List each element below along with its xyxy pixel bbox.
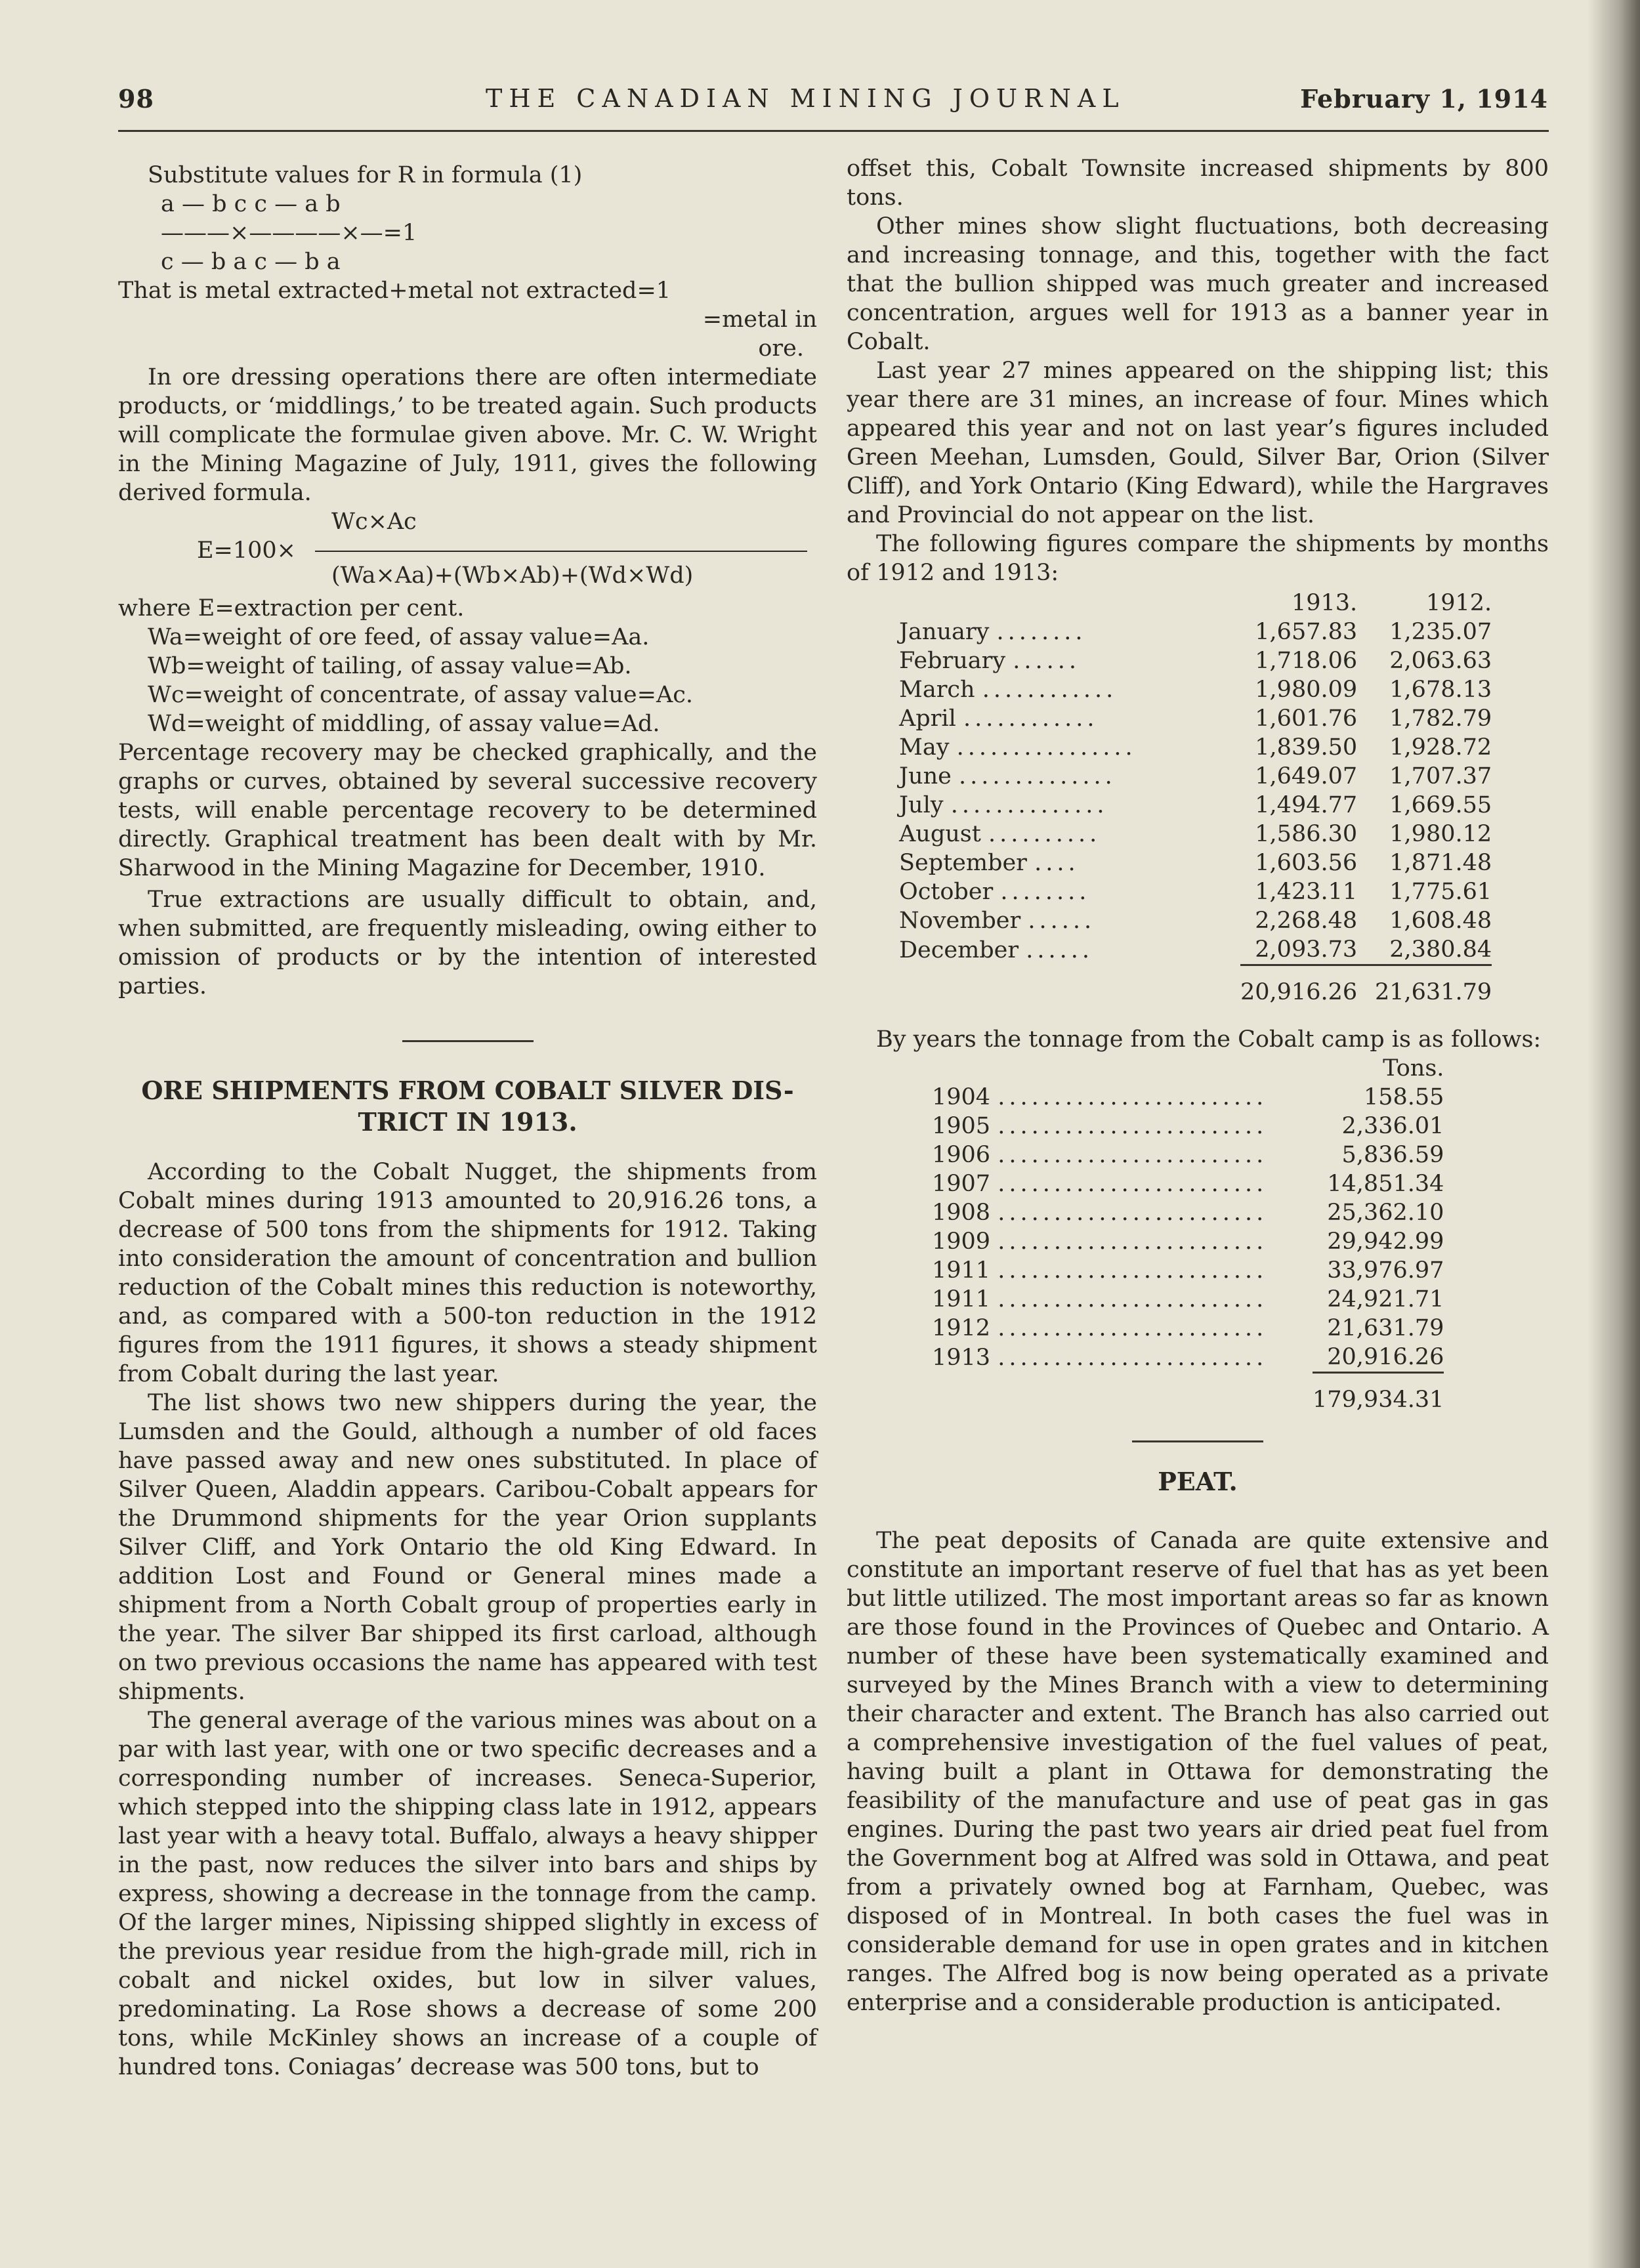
year-label: 1905 ........................ [932, 1113, 1268, 1139]
year-label: 1912 ........................ [932, 1315, 1268, 1341]
ore-paragraph: The list shows two new shippers during the year, the Lumsden and the Gould, although a number of old faces have passed away and new ones substituted. In place of Silver Queen, Aladdin appears. Caribou-Cobalt appears for the Drummond shipments for the year Orion supplants Silver Cliff, and York Ontario the old King Edward. In addition Lost and Found or General mines made a shipment from a North Cobalt group of properties early in the year. The silver Bar shipped its first carload, although on two previous occasions the name has appeared with test shipments. [118, 1390, 817, 1705]
ore-paragraph: Other mines show slight fluctuations, both decreasing and increasing tonnage, and this, together with the fact that the bullion shipped was much greater and increased concentration, argues well for 1913 as a banner year in Cobalt. [847, 213, 1549, 355]
table-row [899, 877, 1492, 906]
value-1913: 1,839.50 [1255, 734, 1358, 761]
where-line: Wa=weight of ore feed, of assay value=Aa. [148, 624, 650, 650]
tons-value: 158.55 [1363, 1084, 1444, 1110]
ore-paragraph: According to the Cobalt Nugget, the shipments from Cobalt mines during 1913 amounted to 20,916.26 tons, a decrease of 500 tons from the shipments for 1912. Taking into consideration the amount of concentration and bullion reduction of the Cobalt mines this reduction is noteworthy, and, as compared with a 500-ton reduction in the 1912 figures from the 1911 figures, it shows a steady shipment from Cobalt during the last year. [118, 1159, 817, 1387]
peat-heading: PEAT. [1158, 1467, 1238, 1496]
table-row [932, 1198, 1444, 1227]
formula-intro: Substitute values for R in formula (1) [148, 162, 583, 188]
value-1912: 1,775.61 [1389, 879, 1492, 905]
value-1912: 2,063.63 [1389, 648, 1492, 674]
ore-paragraph: Last year 27 mines appeared on the shipping list; this year there are 31 mines, an increase of four. Mines which appeared this year and not on last year’s figures included Green Meehan, Lumsden, Gould, Silver Bar, Orion (Silver Cliff), and York Ontario (King Edward), while the Hargraves and Provincial do not appear on the list. [847, 358, 1549, 528]
page-number: 98 [118, 84, 154, 114]
tons-value: 2,336.01 [1341, 1113, 1444, 1139]
right-column [847, 154, 1549, 2017]
yearly-tonnage-table [932, 1054, 1444, 1414]
value-1913: 1,423.11 [1255, 879, 1358, 905]
scan-shadow [1587, 0, 1640, 2268]
year-label: 1904 ........................ [932, 1084, 1268, 1110]
table-row [932, 1314, 1444, 1343]
month-label: May ................ [899, 734, 1137, 761]
value-1912: 1,678.13 [1389, 677, 1492, 703]
table-row [899, 762, 1492, 791]
value-1913: 1,980.09 [1255, 677, 1358, 703]
table-row [899, 618, 1492, 646]
formula-denominators: c — b a c — b a [161, 249, 341, 275]
derived-fraction-bar [315, 551, 807, 552]
month-label: November ...... [899, 908, 1096, 934]
ore-paragraph: The general average of the various mines was about on a par with last year, with one or two specific decreases and a corresponding number of increases. Seneca-Superior, which stepped into the shipping class late in 1912, appears last year with a heavy total. Buffalo, always a heavy shipper in the past, now reduces the silver into bars and ships by express, showing a decrease in the tonnage from the camp. Of the larger mines, Nipissing shipped slightly in excess of the previous year residue from the high-grade mill, rich in cobalt and nickel oxides, but low in silver values, predominating. La Rose shows a decrease of some 200 tons, while McKinley shows an increase of a couple of hundred tons. Coniagas’ decrease was 500 tons, but to [118, 1708, 817, 2080]
value-1913: 1,603.56 [1255, 850, 1358, 876]
table-header-row [899, 589, 1492, 618]
value-1912: 1,235.07 [1389, 619, 1492, 645]
tons-value: 14,851.34 [1327, 1171, 1444, 1197]
year-label: 1911 ........................ [932, 1257, 1268, 1284]
table-row [932, 1256, 1444, 1285]
table-row [932, 1343, 1444, 1373]
month-label: February ...... [899, 648, 1081, 674]
value-1912: 1,707.37 [1389, 763, 1492, 789]
year-label: 1913 ........................ [932, 1344, 1268, 1371]
year-label: 1907 ........................ [932, 1171, 1268, 1197]
tons-value: 5,836.59 [1341, 1142, 1444, 1168]
value-1912: 1,980.12 [1389, 821, 1492, 847]
table-row [899, 849, 1492, 877]
value-1913: 2,093.73 [1255, 936, 1358, 963]
value-1912: 1,608.48 [1389, 908, 1492, 934]
table-row [899, 733, 1492, 762]
table-row [899, 906, 1492, 935]
yearly-total: 179,934.31 [1313, 1373, 1444, 1415]
table-row [899, 820, 1492, 849]
value-1912: 2,380.84 [1389, 936, 1492, 963]
table-total-row [932, 1373, 1444, 1415]
tons-value: 24,921.71 [1327, 1286, 1444, 1312]
month-label: October ........ [899, 879, 1091, 905]
table-row [932, 1112, 1444, 1141]
table-row [899, 935, 1492, 965]
table-row [932, 1169, 1444, 1198]
tons-value: 20,916.26 [1327, 1344, 1444, 1370]
formula-fraction-bars: ———×————×—=1 [161, 220, 417, 246]
header-rule [118, 130, 1549, 132]
tons-value: 29,942.99 [1327, 1228, 1444, 1255]
metal-equation: That is metal extracted+metal not extracted=1 [118, 278, 671, 304]
formula-numerators: a — b c c — a b [161, 191, 341, 217]
graphical-paragraph: Percentage recovery may be checked graphically, and the graphs or curves, obtained by several successive recovery tests, will enable percentage recovery to be determined directly. Graphical treatment has been dealt with by Mr. Sharwood in the Mining Magazine for December, 1910. [118, 740, 817, 881]
table-row [932, 1141, 1444, 1169]
section-divider [1132, 1440, 1263, 1442]
value-1912: 1,871.48 [1389, 850, 1492, 876]
month-label: June .............. [899, 763, 1116, 789]
table-row [932, 1083, 1444, 1112]
value-1913: 1,601.76 [1255, 705, 1358, 732]
table-row [932, 1227, 1444, 1256]
tons-value: 21,631.79 [1327, 1315, 1444, 1341]
month-label: September .... [899, 850, 1080, 876]
value-1913: 1,657.83 [1255, 619, 1358, 645]
left-column [118, 161, 817, 2082]
by-years-intro: By years the tonnage from the Cobalt camp is as follows: [876, 1026, 1542, 1053]
where-line: Wd=weight of middling, of assay value=Ad. [148, 711, 660, 737]
journal-title: THE CANADIAN MINING JOURNAL [486, 84, 1125, 113]
tons-value: 33,976.97 [1327, 1257, 1444, 1284]
value-1912: 1,669.55 [1389, 792, 1492, 818]
ore-continued-paragraph: offset this, Cobalt Townsite increased shipments by 800 tons. [847, 156, 1549, 211]
month-label: August .......... [899, 821, 1101, 847]
month-label: January ........ [899, 619, 1087, 645]
value-1913: 1,586.30 [1255, 821, 1358, 847]
ore-heading-line1: ORE SHIPMENTS FROM COBALT SILVER DIS- [141, 1076, 794, 1105]
tons-value: 25,362.10 [1327, 1200, 1444, 1226]
value-1913: 1,718.06 [1255, 648, 1358, 674]
ore-article-heading [118, 1075, 817, 1138]
derived-lhs: E=100× [197, 537, 297, 564]
derived-denominator: (Wa×Aa)+(Wb×Ab)+(Wd×Wd) [331, 562, 694, 589]
value-1913: 2,268.48 [1255, 908, 1358, 934]
derived-numerator: Wc×Ac [331, 509, 417, 535]
value-1913: 1,494.77 [1255, 792, 1358, 818]
year-label: 1911 ........................ [932, 1286, 1268, 1312]
table-row [899, 791, 1492, 820]
month-label: April ............ [899, 705, 1099, 732]
year-label: 1909 ........................ [932, 1228, 1268, 1255]
month-label: December ...... [899, 936, 1094, 963]
total-1913: 20,916.26 [1240, 965, 1357, 1007]
table-row [899, 704, 1492, 733]
where-line: Wb=weight of tailing, of assay value=Ab. [148, 653, 632, 679]
col-header-1912: 1912. [1425, 590, 1492, 616]
true-extractions-paragraph: True extractions are usually difficult to obtain, and, when submitted, are frequently misleading, owing either to omission of products or by the intention of interested parties. [118, 887, 817, 999]
monthly-shipments-table [899, 589, 1492, 1007]
month-label: July .............. [899, 792, 1108, 818]
value-1912: 1,782.79 [1389, 705, 1492, 732]
ore-heading-line2: TRICT IN 1913. [358, 1107, 578, 1137]
month-label: March ............ [899, 677, 1118, 703]
table-row [899, 675, 1492, 704]
where-line: Wc=weight of concentrate, of assay value=Ac. [148, 682, 693, 708]
table-total-row [899, 965, 1492, 1007]
peat-paragraph: The peat deposits of Canada are quite extensive and constitute an important reserve of fuel that has as yet been but little utilized. The most important areas so far as known are those found in the Provinces of Quebec and Ontario. A number of these have been systematically examined and surveyed by the Mines Branch with a view to determining their character and extent. The Branch has also carried out a comprehensive investigation of the fuel values of peat, having built a plant in Ottawa for demonstrating the feasibility of the manufacture and use of peat gas in gas engines. During the past two years air dried peat fuel from the Government bog at Alfred was sold in Ottawa, and peat from a privately owned bog at Farnham, Quebec, was disposed of in Montreal. In both cases the fuel was in considerable demand for use in open grates and in kitchen ranges. The Alfred bog is now being operated as a private enterprise and a considerable production is anticipated. [847, 1528, 1549, 2016]
issue-date: February 1, 1914 [1300, 84, 1548, 114]
year-label: 1906 ........................ [932, 1142, 1268, 1168]
value-1913: 1,649.07 [1255, 763, 1358, 789]
table-header-row [932, 1054, 1444, 1083]
table-row [899, 646, 1492, 675]
where-line: where E=extraction per cent. [118, 595, 465, 621]
derived-formula [118, 507, 817, 594]
ore-paragraph: The following figures compare the shipments by months of 1912 and 1913: [847, 531, 1549, 586]
middlings-paragraph: In ore dressing operations there are often intermediate products, or ‘middlings,’ to be treated again. Such products will complicate the formulae given above. Mr. C. W. Wright in the Mining Magazine of July, 1911, gives the following derived formula. [118, 364, 817, 506]
year-label: 1908 ........................ [932, 1200, 1268, 1226]
tons-header: Tons. [1383, 1055, 1444, 1082]
value-1912: 1,928.72 [1389, 734, 1492, 761]
total-1912: 21,631.79 [1357, 965, 1492, 1007]
table-row [932, 1285, 1444, 1314]
col-header-1913: 1913. [1291, 590, 1358, 616]
metal-result-2: ore. [758, 335, 804, 362]
section-divider [402, 1040, 534, 1042]
metal-result-1: =metal in [702, 306, 817, 333]
